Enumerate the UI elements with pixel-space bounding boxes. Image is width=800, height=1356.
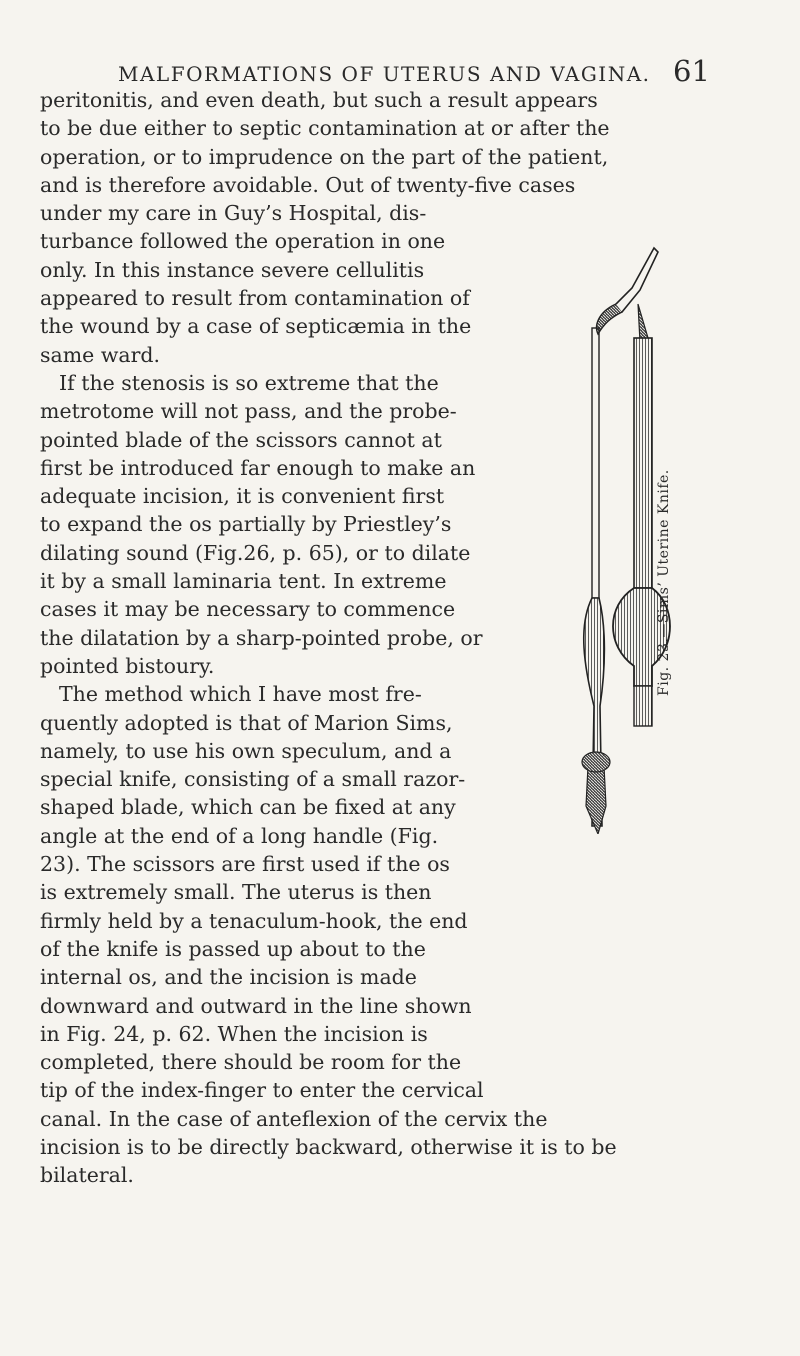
- text-line: to be due either to septic contamination at or after the: [40, 116, 610, 141]
- text-line: the dilatation by a sharp-pointed probe, or: [40, 625, 483, 650]
- text-line: internal os, and the incision is made: [40, 965, 417, 990]
- page-number: 61: [673, 54, 710, 88]
- text-line: shaped blade, which can be fixed at any: [40, 795, 456, 820]
- text-line: 23). The scissors are first used if the os: [40, 852, 450, 877]
- text-line: tip of the index-finger to enter the cervical: [40, 1078, 484, 1103]
- text-line: incision is to be directly backward, otherwise it is to be: [40, 1134, 617, 1159]
- running-head: MALFORMATIONS OF UTERUS AND VAGINA.: [118, 62, 651, 86]
- text-line: adequate incision, it is convenient first: [40, 484, 445, 509]
- text-line-paragraph-start: The method which I have most fre-: [59, 682, 422, 707]
- text-line: completed, there should be room for the: [40, 1050, 462, 1075]
- text-line: cases it may be necessary to commence: [40, 597, 456, 622]
- text-line: downward and outward in the line shown: [40, 993, 472, 1018]
- text-line: in Fig. 24, p. 62. When the incision is: [40, 1021, 428, 1046]
- text-line: same ward.: [40, 342, 161, 367]
- text-line: dilating sound (Fig.26, p. 65), or to dilate: [40, 540, 471, 565]
- text-line: the wound by a case of septicæmia in the: [40, 314, 472, 339]
- text-line: special knife, consisting of a small razor-: [40, 767, 466, 792]
- text-line: peritonitis, and even death, but such a result appears: [40, 88, 598, 112]
- text-line: pointed bistoury.: [40, 653, 215, 678]
- text-line: metrotome will not pass, and the probe-: [40, 399, 457, 424]
- figure-caption: Fig. 23.—Sims’ Uterine Knife.: [656, 469, 672, 696]
- text-line: only. In this instance severe cellulitis: [40, 257, 425, 282]
- text-line: of the knife is passed up about to the: [40, 936, 426, 961]
- text-line: is extremely small. The uterus is then: [40, 880, 432, 905]
- text-line: under my care in Guy’s Hospital, dis-: [40, 201, 427, 226]
- figure-uterine-knife: [576, 246, 704, 834]
- text-line: pointed blade of the scissors cannot at: [40, 427, 442, 452]
- text-line: turbance followed the operation in one: [40, 229, 446, 254]
- text-line: and is therefore avoidable. Out of twenty-five cases: [40, 172, 576, 197]
- text-line: it by a small laminaria tent. In extreme: [40, 569, 447, 594]
- text-line: to expand the os partially by Priestley’s: [40, 512, 452, 537]
- text-line: operation, or to imprudence on the part of the patient,: [40, 144, 609, 169]
- text-line: quently adopted is that of Marion Sims,: [40, 710, 453, 735]
- text-line: first be introduced far enough to make an: [40, 455, 476, 480]
- uterine-knife-illustration: [576, 246, 704, 834]
- text-line: namely, to use his own speculum, and a: [40, 738, 452, 763]
- text-line: canal. In the case of anteflexion of the cervix the: [40, 1106, 548, 1131]
- text-line-paragraph-start: If the stenosis is so extreme that the: [59, 370, 439, 395]
- text-line: bilateral.: [40, 1163, 134, 1188]
- text-line: firmly held by a tenaculum-hook, the end: [40, 908, 468, 933]
- text-line: appeared to result from contamination of: [40, 286, 470, 311]
- text-line: angle at the end of a long handle (Fig.: [40, 823, 439, 848]
